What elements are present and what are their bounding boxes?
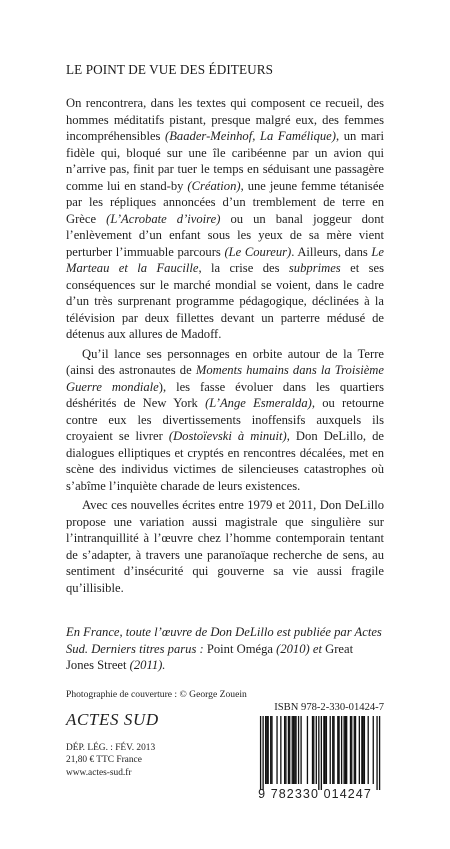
publisher-name: ACTES SUD bbox=[66, 710, 159, 729]
barcode-bar bbox=[318, 716, 319, 790]
barcode-bar bbox=[379, 716, 380, 790]
text-run: , un mari fidèle qui, bloqué sur une île caribéenne par un avion qui n’arrive pas, finit par tuer le temps en séduisant une passagère comme lui en stand-by bbox=[66, 129, 384, 193]
barcode-bar bbox=[376, 716, 377, 790]
title-italic: (L’Acrobate d’ivoire) bbox=[106, 211, 221, 226]
barcode-bar bbox=[260, 716, 261, 790]
barcode-bar bbox=[361, 716, 362, 784]
barcode bbox=[246, 716, 384, 790]
author-note bbox=[66, 624, 384, 674]
text-run: . Ailleurs, dans bbox=[291, 244, 372, 259]
barcode-bar bbox=[284, 716, 285, 784]
text-run: En France, toute l’œuvre de Don DeLillo est publiée par Actes Sud. Derniers titres parus : bbox=[66, 625, 382, 656]
barcode-bar bbox=[285, 716, 286, 784]
barcode-bar bbox=[354, 716, 355, 784]
barcode-bar bbox=[300, 716, 301, 784]
barcode-bar bbox=[307, 716, 308, 784]
barcode-bar bbox=[350, 716, 351, 784]
title-italic: (Dostoïevski à minuit) bbox=[168, 429, 287, 443]
barcode-bar bbox=[333, 716, 334, 784]
barcode-bar bbox=[293, 716, 294, 784]
barcode-bar bbox=[346, 716, 347, 784]
barcode-bar bbox=[332, 716, 333, 784]
photo-credit: Photographie de couverture : © George Zouein bbox=[66, 689, 247, 700]
barcode-bar bbox=[323, 716, 324, 784]
title-italic: (L’Ange Esmeralda) bbox=[205, 396, 312, 410]
barcode-bar bbox=[268, 716, 269, 784]
barcode-bar bbox=[313, 716, 314, 784]
title-italic: Moments humains dans la Troisième Guerre mondiale bbox=[66, 363, 384, 394]
barcode-bar bbox=[295, 716, 296, 784]
barcode-bar bbox=[355, 716, 356, 784]
barcode-bar bbox=[266, 716, 267, 784]
barcode-bar bbox=[289, 716, 290, 784]
text-run: (2011). bbox=[126, 658, 166, 672]
barcode-bar bbox=[294, 716, 295, 784]
price: 21,80 € TTC France bbox=[66, 755, 142, 766]
title-upright: Point Oméga bbox=[206, 641, 273, 656]
legal-deposit: DÉP. LÉG. : FÉV. 2013 bbox=[66, 743, 156, 753]
barcode-graphic bbox=[246, 716, 384, 790]
barcode-bar bbox=[276, 716, 277, 784]
description-text bbox=[66, 95, 384, 599]
text-run: , ou retourne contre eux les divertissements inoffensifs auxquels ils croyaient se livrer bbox=[66, 396, 384, 443]
barcode-bar bbox=[292, 716, 293, 784]
barcode-bar bbox=[270, 716, 271, 784]
text-run: Qu’il lance ses personnages en orbite autour de la Terre (ainsi des astronautes de bbox=[66, 346, 384, 377]
barcode-bar bbox=[326, 716, 327, 784]
barcode-bar bbox=[330, 716, 331, 784]
barcode-bar bbox=[271, 716, 272, 784]
barcode-bar bbox=[341, 716, 342, 784]
page-heading: LE POINT DE VUE DES ÉDITEURS bbox=[66, 62, 274, 77]
barcode-digits: 9 782330 014247 bbox=[258, 787, 372, 801]
legal-info bbox=[66, 742, 155, 779]
text-run: Avec ces nouvelles écrites entre 1979 et 2011, Don DeLillo propose une variation aussi magistrale que singulière sur l’intranquillité à l’œuvre chez l’homme contemporain tentant de s’adapter, à travers une paranoïaque recherche de sens, au sentiment d’insécurité qui gouverne sa vie aussi fragile qu’illisible. bbox=[66, 498, 384, 595]
title-italic: Le Marteau et la Faucille bbox=[66, 244, 384, 275]
barcode-bar bbox=[321, 716, 322, 790]
text-run: ou un banal joggeur dont l’enlèvement d’un enfant sous les yeux de sa mère vient perturber l’immuable parcours bbox=[66, 211, 384, 259]
barcode-bar bbox=[316, 716, 317, 784]
barcode-bar bbox=[373, 716, 374, 784]
barcode-bar bbox=[312, 716, 313, 784]
text-run: , Don DeLillo, de dialogues elliptiques et cryptés en rencontres décalées, met en scène des individus victimes de silencieuses catastrophes où s’abîme l’inquiète charade de leurs existences. bbox=[66, 429, 384, 493]
website: www.actes-sud.fr bbox=[66, 767, 132, 778]
text-run: , la crise des bbox=[198, 261, 289, 275]
paragraph bbox=[66, 346, 384, 495]
barcode-bar bbox=[298, 716, 299, 784]
title-italic: subprimes bbox=[288, 261, 341, 275]
isbn-label: ISBN 978-2-330-01424-7 bbox=[274, 702, 384, 713]
text-run: et ses conséquences sur le marché mondial se voient, dans le cadre d’un très surprenant programme pédagogique, déclinées à la télévision par deux fillettes devant un parterre médusé de détenus aux allures de Madoff. bbox=[66, 261, 384, 341]
barcode-bar bbox=[368, 716, 369, 784]
barcode-bar bbox=[288, 716, 289, 784]
paragraph bbox=[66, 497, 384, 596]
barcode-bar bbox=[265, 716, 266, 784]
barcode-bar bbox=[345, 716, 346, 784]
barcode-bar bbox=[343, 716, 344, 784]
barcode-bar bbox=[364, 716, 365, 784]
text-run: On rencontrera, dans les textes qui composent ce recueil, des hommes méditatifs pistant, presque malgré eux, des femmes incompréhensibles bbox=[66, 96, 384, 143]
barcode-bar bbox=[262, 716, 263, 790]
title-italic: (Baader-Meinhof, La Famélique) bbox=[165, 129, 336, 143]
barcode-bar bbox=[324, 716, 325, 784]
barcode-bar bbox=[337, 716, 338, 784]
text-run: , une jeune femme tétanisée par les répliques annoncées d’un tremblement de terre en Grèce bbox=[66, 178, 385, 226]
text-run: ), les fasse évoluer dans les quartiers déshérités de New York bbox=[66, 379, 384, 410]
title-italic: (Création) bbox=[187, 178, 241, 193]
title-italic: (Le Coureur) bbox=[224, 244, 292, 259]
barcode-bar bbox=[359, 716, 360, 784]
barcode-bar bbox=[351, 716, 352, 784]
text-run: (2010) et bbox=[273, 641, 326, 656]
title-upright: Great Jones Street bbox=[66, 641, 354, 672]
barcode-bar bbox=[338, 716, 339, 784]
barcode-bar bbox=[362, 716, 363, 784]
barcode-bar bbox=[280, 716, 281, 784]
paragraph bbox=[66, 95, 384, 343]
